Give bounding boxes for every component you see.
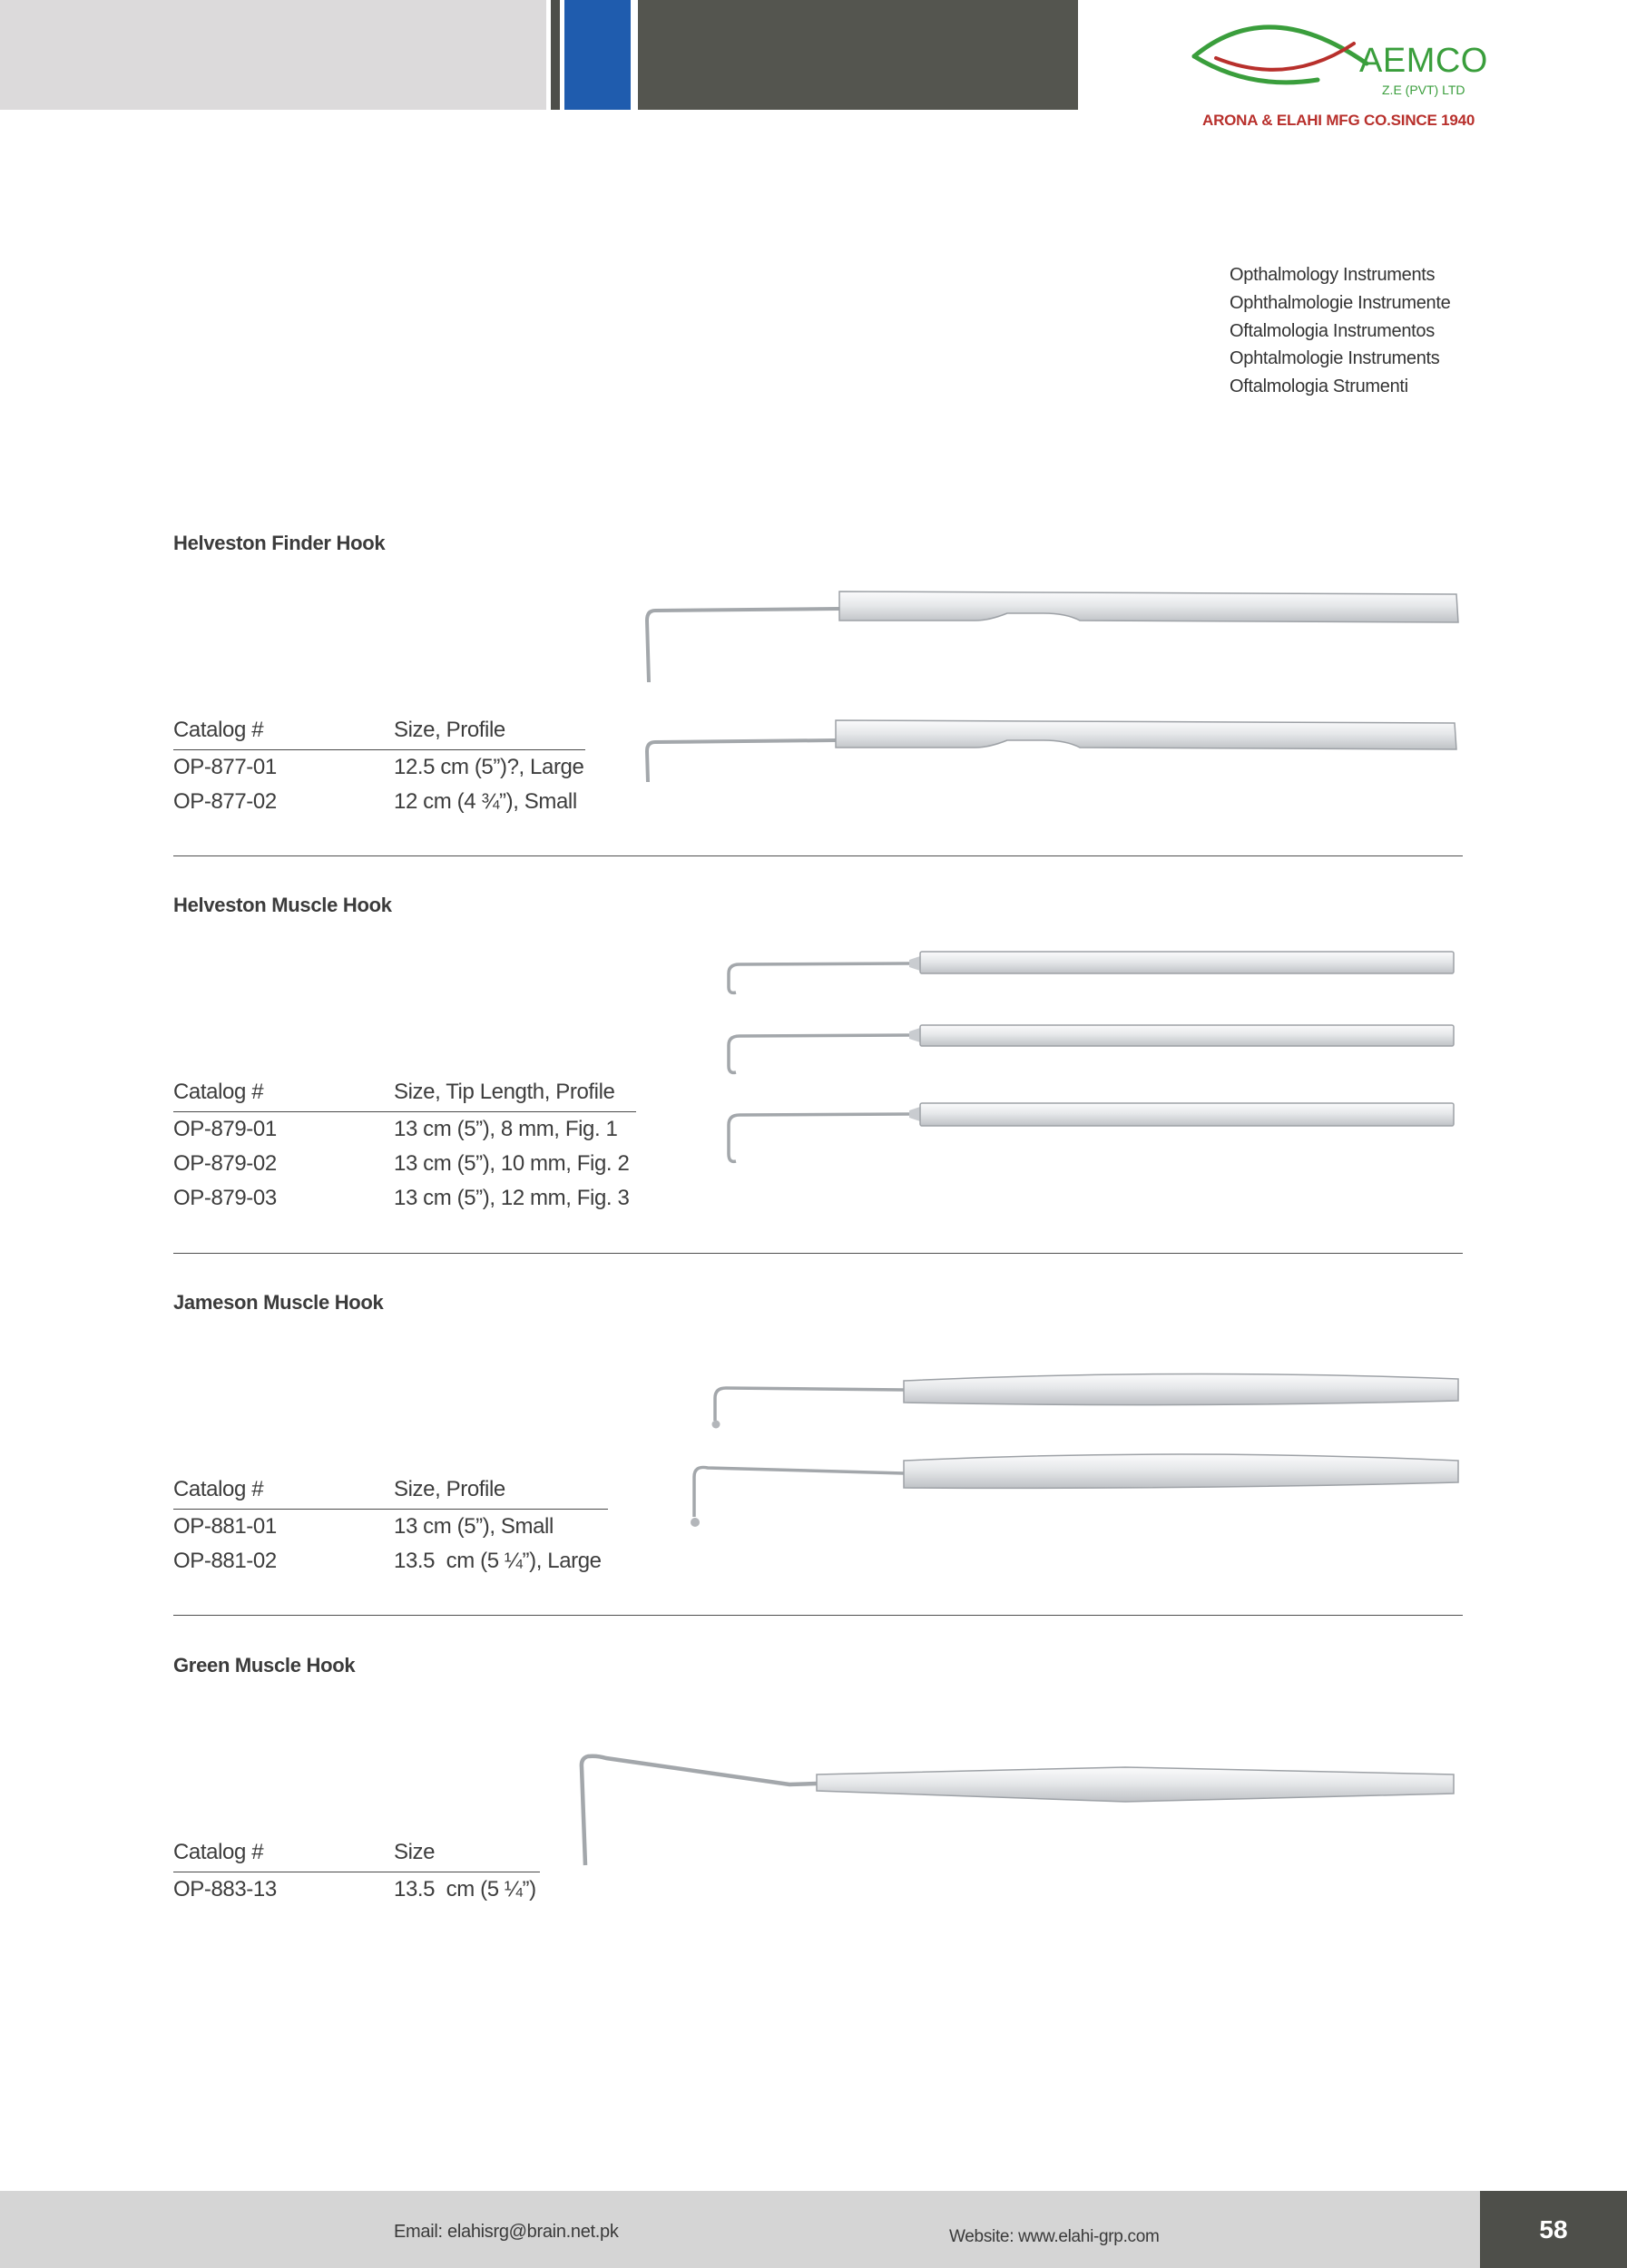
catalog-number: OP-877-02 [173,789,277,814]
spec-table [173,1476,608,1579]
column-header-size: Size, Tip Length, Profile [394,1079,636,1112]
table-row [173,1510,608,1545]
category-line: Opthalmology Instruments [1230,265,1436,285]
table-row [173,750,585,786]
section-title: Helveston Finder Hook [173,532,386,554]
catalog-number: OP-883-13 [173,1877,277,1901]
column-header-catalog: Catalog # [173,1079,394,1112]
column-header-size: Size [394,1839,540,1872]
footer-bar [0,2191,1627,2268]
size-profile: 13 cm (5”), 12 mm, Fig. 3 [394,1186,630,1210]
logo-brand: AEMCO [1359,42,1488,80]
column-header-size: Size, Profile [394,1476,608,1510]
catalog-number: OP-879-01 [173,1117,277,1141]
spec-table [173,1079,636,1216]
size-profile: 13 cm (5”), 8 mm, Fig. 1 [394,1117,618,1141]
catalog-number: OP-881-01 [173,1514,277,1539]
size-profile: 13 cm (5”), 10 mm, Fig. 2 [394,1151,630,1176]
table-row [173,1181,636,1216]
catalog-number: OP-877-01 [173,755,277,779]
logo-subtitle: Z.E (PVT) LTD [1382,83,1465,97]
size-profile: 13 cm (5”), Small [394,1514,554,1539]
column-header-catalog: Catalog # [173,1476,394,1510]
size-profile: 13.5 cm (5 ¼”) [394,1877,536,1901]
section-title: Helveston Muscle Hook [173,894,392,916]
catalog-number: OP-879-02 [173,1151,277,1176]
column-header-catalog: Catalog # [173,1839,394,1872]
section-divider [173,855,1463,856]
muscle-hook-fig3-image [729,1103,1454,1161]
footer-website[interactable]: Website: www.elahi-grp.com [949,2227,1160,2246]
column-header-catalog: Catalog # [173,717,394,750]
category-lines [1230,261,1450,401]
catalog-number: OP-879-03 [173,1186,277,1210]
table-header-row [173,717,585,750]
page-number: 58 [1480,2191,1627,2268]
footer-email[interactable]: Email: elahisrg@brain.net.pk [394,2222,619,2242]
column-header-size: Size, Profile [394,717,585,750]
table-header-row [173,1476,608,1510]
category-line: Oftalmologia Instrumentos [1230,320,1435,341]
category-line: Ophthalmologie Instrumente [1230,292,1451,313]
table-row [173,1112,636,1148]
jameson-hook-small-image [712,1374,1459,1428]
section-title: Jameson Muscle Hook [173,1291,384,1314]
jameson-hook-large-image [691,1454,1458,1527]
spec-table [173,717,585,819]
size-profile: 12 cm (4 ¾”), Small [394,789,577,814]
finder-hook-small-image [647,720,1456,782]
green-hook-image [582,1756,1454,1865]
table-row [173,1544,608,1579]
section-title: Green Muscle Hook [173,1654,356,1677]
spec-table [173,1839,540,1907]
table-row [173,1147,636,1181]
category-line: Oftalmologia Strumenti [1230,376,1408,397]
muscle-hook-fig2-image [729,1025,1454,1072]
table-row [173,1872,540,1908]
section-divider [173,1615,1463,1616]
size-profile: 13.5 cm (5 ¼”), Large [394,1549,602,1573]
size-profile: 12.5 cm (5”)?, Large [394,755,584,779]
category-line: Ophtalmologie Instruments [1230,348,1440,369]
table-row [173,785,585,819]
muscle-hook-fig1-image [729,952,1454,992]
finder-hook-large-image [647,591,1458,682]
logo-tagline: ARONA & ELAHI MFG CO.SINCE 1940 [1202,112,1475,129]
catalog-number: OP-881-02 [173,1549,277,1573]
section-divider [173,1253,1463,1254]
table-header-row [173,1839,540,1872]
table-header-row [173,1079,636,1112]
